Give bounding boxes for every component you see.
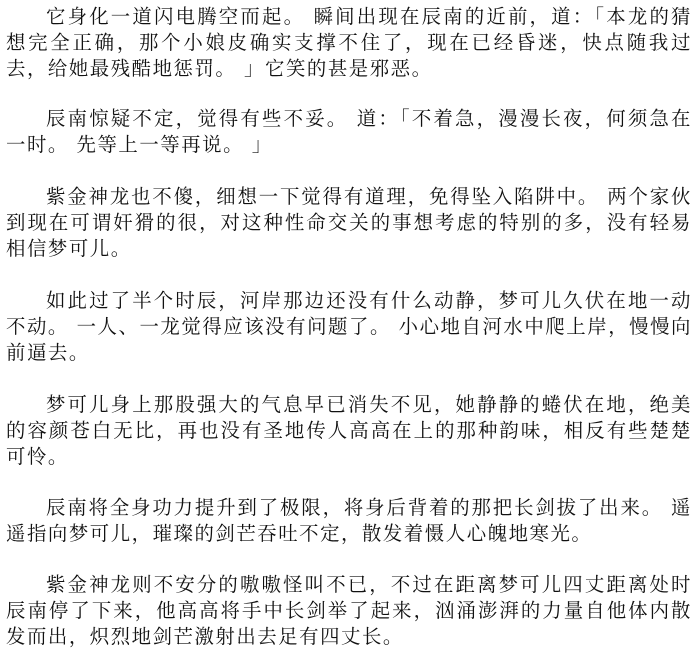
paragraph-2: 辰南惊疑不定，觉得有些不妥。 道：「不着急，漫漫长夜，何须急在一时。 先等上一等再说。 」 <box>6 107 692 156</box>
paragraph-3: 紫金神龙也不傻，细想一下觉得有道理，免得坠入陷阱中。 两个家伙到现在可谓奸猾的很，对这种性命交关的事想考虑的特别的多，没有轻易相信梦可儿。 <box>6 185 692 260</box>
paragraph-4: 如此过了半个时辰，河岸那边还没有什么动静，梦可儿久伏在地一动不动。 一人、一龙觉得应该没有问题了。 小心地自河水中爬上岸，慢慢向前逼去。 <box>6 289 692 364</box>
paragraph-1: 它身化一道闪电腾空而起。 瞬间出现在辰南的近前，道：「本龙的猜想完全正确，那个小娘皮确实支撑不住了，现在已经昏迷，快点随我过去，给她最残酷地惩罚。 」它笑的甚是邪恶。 <box>6 5 692 80</box>
paragraph-5: 梦可儿身上那股强大的气息早已消失不见，她静静的蜷伏在地，绝美的容颜苍白无比，再也没有圣地传人高高在上的那种韵味，相反有些楚楚可怜。 <box>6 393 692 468</box>
paragraph-7: 紫金神龙则不安分的嗷嗷怪叫不已，不过在距离梦可儿四丈距离处时辰南停了下来，他高高将手中长剑举了起来，汹涌澎湃的力量自他体内散发而出，炽烈地剑芒激射出去足有四丈长。 <box>6 573 692 648</box>
paragraph-6: 辰南将全身功力提升到了极限，将身后背着的那把长剑拔了出来。 遥遥指向梦可儿，璀璨的剑芒吞吐不定，散发着慑人心魄地寒光。 <box>6 496 692 545</box>
